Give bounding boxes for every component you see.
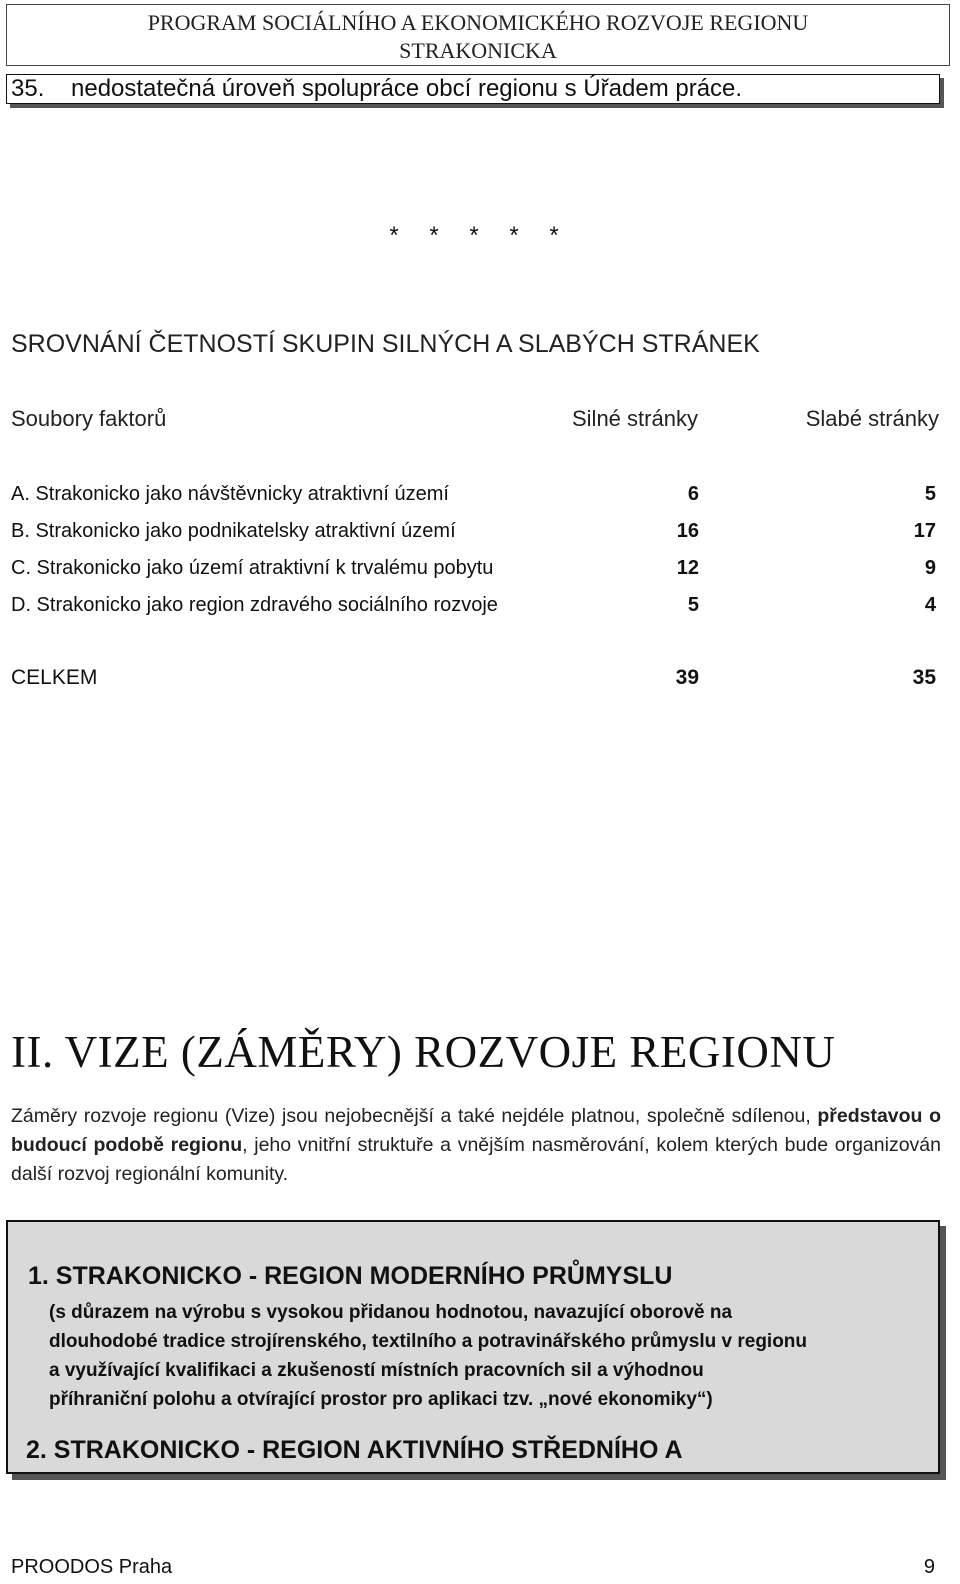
row-label: C. Strakonicko jako území atraktivní k trvalému pobytu <box>11 557 494 579</box>
total-label: CELKEM <box>11 666 98 689</box>
section-intro-paragraph <box>11 1102 941 1189</box>
item-number: 35. <box>11 75 45 102</box>
running-header <box>6 4 950 66</box>
section-heading: II. VIZE (ZÁMĚRY) ROZVOJE REGIONU <box>11 1027 836 1077</box>
row-strong-count: 6 <box>687 483 699 505</box>
row-strong-count: 5 <box>687 594 699 616</box>
table-row <box>11 517 936 554</box>
comparison-title: SROVNÁNÍ ČETNOSTÍ SKUPIN SILNÝCH A SLABÝCH STRÁNEK <box>11 330 760 358</box>
section-separator: * * * * * <box>389 222 571 249</box>
row-strong-count: 12 <box>676 557 699 579</box>
vision-2-title: 2. STRAKONICKO - REGION AKTIVNÍHO STŘEDNÍHO A <box>26 1436 683 1464</box>
row-label: D. Strakonicko jako region zdravého sociálního rozvoje <box>11 594 498 616</box>
previous-list-item <box>6 74 940 104</box>
vision-box <box>6 1220 940 1474</box>
intro-text-emphasis: představou o budoucí podobě regionu <box>11 1105 941 1156</box>
intro-text-part2: , jeho vnitřní struktuře a vnějším nasměrování, kolem kterých bude organizován další rozvoj regionální komunity. <box>11 1134 941 1185</box>
comparison-table <box>11 480 936 628</box>
header-title-line2: STRAKONICKA <box>399 38 557 63</box>
item-text: nedostatečná úroveň spolupráce obcí regionu s Úřadem práce. <box>71 75 743 102</box>
row-strong-count: 16 <box>676 520 699 542</box>
page-footer <box>11 1556 935 1584</box>
vision-1-line: příhraniční polohu a otvírající prostor pro aplikaci tzv. „nové ekonomiky“) <box>49 1389 713 1410</box>
intro-text-part1: Záměry rozvoje regionu (Vize) jsou nejobecnější a také nejdéle platnou, společně sdílenou, <box>11 1105 818 1127</box>
vision-1-line: (s důrazem na výrobu s vysokou přidanou hodnotou, navazující oborově na <box>49 1302 733 1323</box>
vision-1-line: dlouhodobé tradice strojírenského, textilního a potravinářského průmyslu v regionu <box>49 1331 808 1352</box>
row-weak-count: 9 <box>924 557 936 579</box>
vision-1-line: a využívající kvalifikaci a zkušeností místních pracovních sil a výhodnou <box>49 1360 704 1381</box>
total-weak-count: 35 <box>912 666 936 689</box>
table-row <box>11 554 936 591</box>
vision-1-description <box>49 1298 929 1414</box>
row-weak-count: 5 <box>924 483 936 505</box>
footer-publisher: PROODOS Praha <box>11 1556 173 1578</box>
total-row <box>11 664 936 694</box>
comparison-header-row <box>11 406 939 436</box>
total-strong-count: 39 <box>675 666 699 689</box>
column-header-weak: Slabé stránky <box>805 406 939 431</box>
row-label: A. Strakonicko jako návštěvnicky atraktivní území <box>11 483 449 505</box>
column-header-strong: Silné stránky <box>572 406 698 431</box>
column-header-groups: Soubory faktorů <box>11 406 167 431</box>
table-row <box>11 480 936 517</box>
row-label: B. Strakonicko jako podnikatelsky atraktivní území <box>11 520 456 542</box>
vision-1-title: 1. STRAKONICKO - REGION MODERNÍHO PRŮMYSLU <box>28 1262 673 1290</box>
row-weak-count: 4 <box>924 594 936 616</box>
row-weak-count: 17 <box>913 520 936 542</box>
page-number: 9 <box>923 1556 935 1578</box>
table-row <box>11 591 936 628</box>
header-title-line1: PROGRAM SOCIÁLNÍHO A EKONOMICKÉHO ROZVOJE REGIONU <box>147 10 809 35</box>
